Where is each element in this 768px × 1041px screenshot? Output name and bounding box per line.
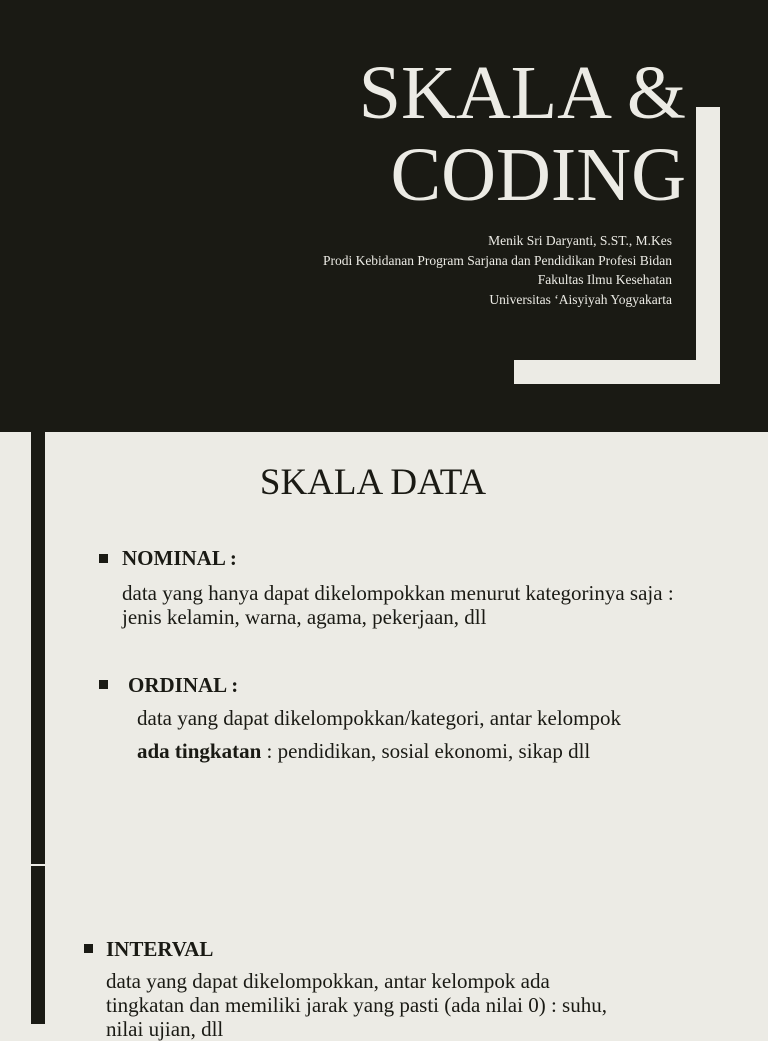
slide-title xyxy=(359,52,686,216)
skala-data-slide xyxy=(0,432,768,1041)
decorative-frame-vertical xyxy=(696,107,720,384)
faculty-name: Fakultas Ilmu Kesehatan xyxy=(537,272,672,287)
bullet-square-icon xyxy=(99,554,108,563)
nominal-line-1: data yang hanya dapat dikelompokkan menurut kategorinya saja : xyxy=(122,581,674,605)
university-name: Universitas ‘Aisyiyah Yogyakarta xyxy=(489,291,672,307)
ordinal-line-2 xyxy=(137,740,590,763)
bullet-square-icon xyxy=(99,680,108,689)
interval-line-1: data yang dapat dikelompokkan, antar kelompok ada xyxy=(106,969,550,993)
ordinal-line-1: data yang dapat dikelompokkan/kategori, antar kelompok xyxy=(137,706,622,730)
nominal-line-2: jenis kelamin, warna, agama, pekerjaan, dll xyxy=(122,605,487,629)
title-line-2: CODING xyxy=(390,133,686,217)
interval-line-2: tingkatan dan memiliki jarak yang pasti (ada nilai 0) : suhu, xyxy=(106,993,607,1017)
interval-line-3: nilai ujian, dll xyxy=(106,1017,224,1041)
decorative-frame-horizontal xyxy=(514,360,720,384)
title-slide xyxy=(0,0,768,432)
author-name: Menik Sri Daryanti, S.ST., M.Kes xyxy=(488,233,672,248)
ordinal-line-2-rest: : pendidikan, sosial ekonomi, sikap dll xyxy=(261,739,591,763)
ordinal-heading: ORDINAL : xyxy=(128,673,239,697)
nominal-heading: NOMINAL : xyxy=(122,546,237,570)
bullet-square-icon xyxy=(84,944,93,953)
title-line-1: SKALA & xyxy=(358,51,686,135)
slide-heading: SKALA DATA xyxy=(259,462,487,503)
slide-subtitle xyxy=(323,231,672,309)
program-name: Prodi Kebidanan Program Sarjana dan Pendidikan Profesi Bidan xyxy=(322,252,672,268)
ordinal-emphasis: ada tingkatan xyxy=(137,739,262,763)
decorative-side-bar-lower xyxy=(31,866,45,1024)
interval-heading: INTERVAL xyxy=(106,937,214,961)
